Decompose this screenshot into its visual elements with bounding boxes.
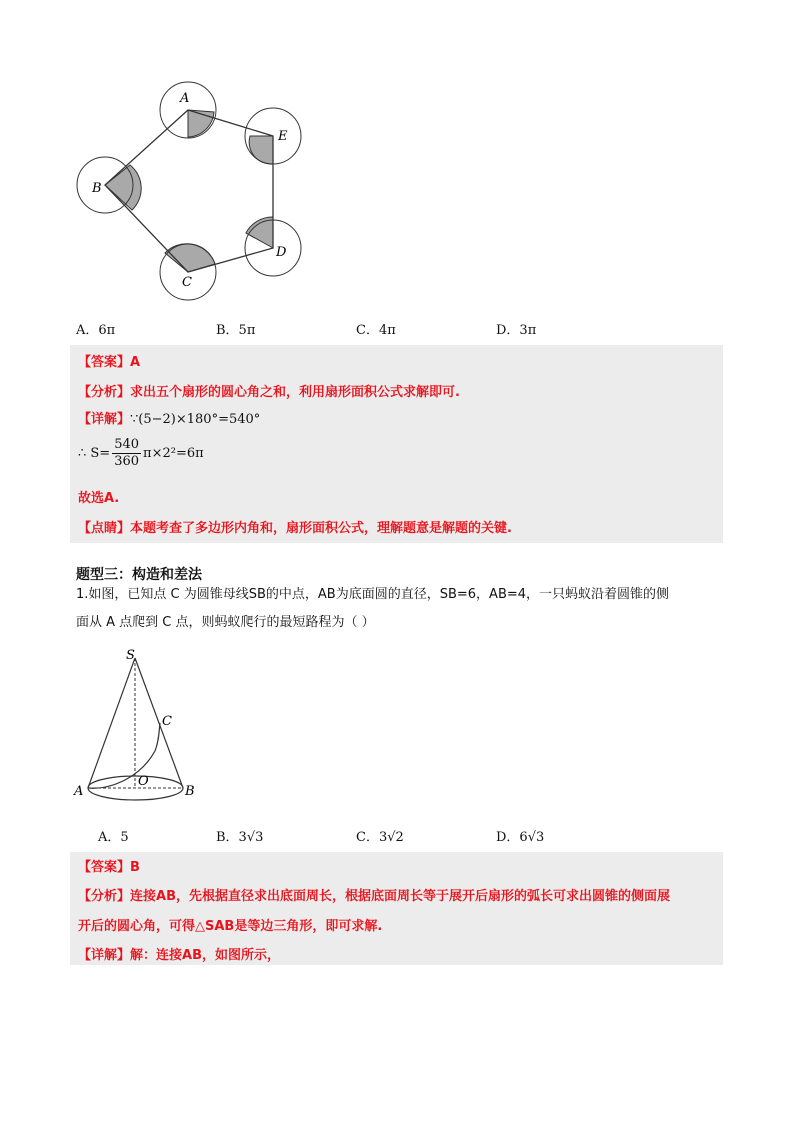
- q2-analysis-line1: [78, 885, 670, 904]
- section-title: 题型三：构造和差法: [76, 567, 202, 583]
- label-e: E: [278, 129, 288, 144]
- label-d: D: [276, 245, 287, 260]
- q1-option-a[interactable]: A．6π: [76, 323, 116, 338]
- label-s: S: [126, 648, 135, 663]
- pentagon-figure: [70, 78, 310, 308]
- label-a2: A: [74, 784, 84, 799]
- sector-c: [165, 244, 215, 272]
- q2-question: [76, 581, 736, 637]
- cone-svg: [70, 643, 210, 808]
- q1-comment-line: [78, 517, 512, 536]
- sector-e: [249, 136, 273, 164]
- q2-option-b[interactable]: B．3√3: [216, 830, 264, 845]
- q1-answer-line: [78, 351, 140, 370]
- label-o: O: [138, 774, 149, 789]
- q2-option-a[interactable]: A．5: [98, 830, 129, 845]
- q1-answer-panel: [70, 345, 723, 543]
- q1-option-c[interactable]: C．4π: [356, 323, 396, 338]
- q2-option-d[interactable]: D．6√3: [496, 830, 545, 845]
- q2-answer-value: B: [130, 860, 140, 875]
- label-b2: B: [185, 784, 195, 799]
- q1-detail-fraction: [112, 437, 141, 470]
- q1-detail-eq2-line: [78, 437, 204, 470]
- label-b: B: [92, 181, 102, 196]
- q1-answer-value: A: [130, 355, 141, 370]
- ant-path: [88, 723, 160, 788]
- q1-detail-eq2-prefix: ∴ S=: [78, 446, 111, 461]
- q1-analysis-tag: 【分析】: [78, 385, 131, 400]
- q1-answer-tag: 【答案】: [78, 355, 131, 370]
- q2-detail-line: [78, 944, 280, 963]
- pentagon-svg: [70, 78, 310, 308]
- q1-analysis-line: [78, 381, 460, 400]
- cone-figure: [70, 643, 210, 808]
- q2-question-line1: 1.如图，已知点 C 为圆锥母线SB的中点，AB为底面圆的直径，SB=6，AB=4，一只蚂蚁沿着圆锥的侧: [76, 587, 670, 602]
- q2-question-line2: 面从 A 点爬到 C 点，则蚂蚁爬行的最短路程为（ ）: [76, 615, 375, 630]
- q1-option-b[interactable]: B．5π: [216, 323, 256, 338]
- q2-detail-text: 解：连接AB，如图所示，: [130, 948, 280, 963]
- q2-answer-line: [78, 856, 140, 875]
- q2-analysis-line2: 开后的圆心角，可得△SAB是等边三角形，即可求解.: [78, 919, 383, 934]
- cone-edge-sa: [88, 658, 135, 788]
- q1-detail-numerator: 540: [114, 437, 140, 452]
- q1-detail-denominator: 360: [114, 454, 140, 469]
- q1-detail-eq2-suffix: π×2²=6π: [143, 446, 204, 461]
- label-c: C: [182, 275, 192, 290]
- q1-comment-tag: 【点睛】: [78, 521, 131, 536]
- q2-detail-tag: 【详解】: [78, 948, 131, 963]
- q1-comment-text: 本题考查了多边形内角和，扇形面积公式，理解题意是解题的关键.: [130, 521, 512, 536]
- label-a: A: [180, 91, 190, 106]
- q1-option-d[interactable]: D．3π: [496, 323, 537, 338]
- label-c2: C: [162, 714, 172, 729]
- q1-detail-eq1: ∵(5−2)×180°=540°: [130, 412, 261, 427]
- q1-detail-line: [78, 408, 260, 427]
- q2-option-c[interactable]: C．3√2: [356, 830, 404, 845]
- q2-answer-tag: 【答案】: [78, 860, 131, 875]
- q1-conclusion: 故选A.: [78, 491, 120, 506]
- q2-analysis-text1: 连接AB，先根据直径求出底面周长，根据底面周长等于展开后扇形的弧长可求出圆锥的侧面展: [130, 889, 670, 904]
- q2-analysis-tag: 【分析】: [78, 889, 131, 904]
- q2-answer-panel: [70, 852, 723, 965]
- q1-detail-tag: 【详解】: [78, 412, 131, 427]
- q1-analysis-text: 求出五个扇形的圆心角之和，利用扇形面积公式求解即可.: [130, 385, 460, 400]
